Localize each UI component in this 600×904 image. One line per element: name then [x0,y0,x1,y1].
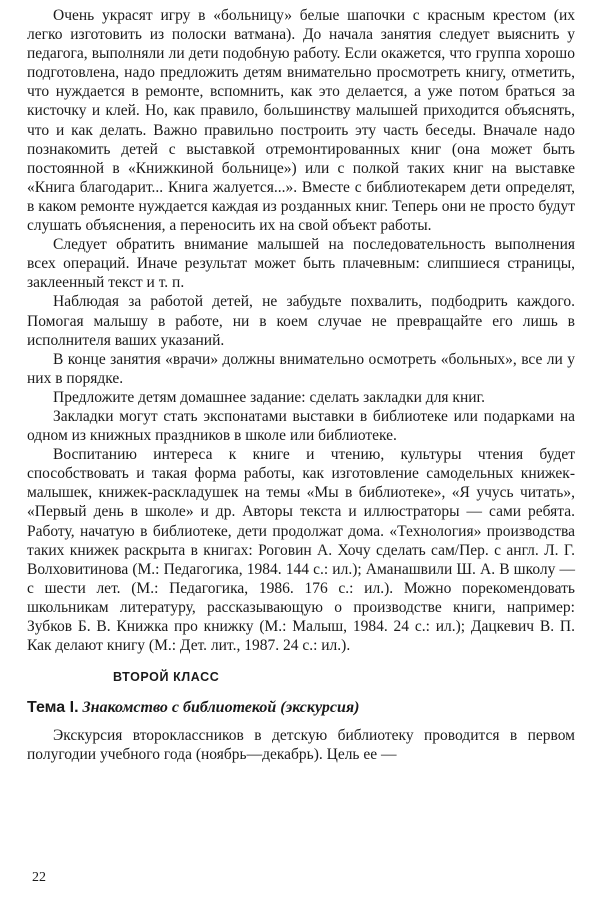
topic-heading [27,698,575,718]
page-number: 22 [32,870,46,885]
paragraph: В конце занятия «врачи» должны внимательно осмотреть «больных», все ли у них в порядке. [27,350,575,387]
paragraph: Предложите детям домашнее задание: сделать закладки для книг. [53,388,486,406]
paragraph: Воспитанию интереса к книге и чтению, культуры чтения будет способствовать и такая форма работы, как изготовление самодельных книжек-малышек, книжек-раскладушек на темы «Мы в библиотеке», «Я учусь читать», «Первый день в школе» и др. Авторы текста и иллюстраторы — сами ребята. Работу, начатую в библиотеке, дети продолжат дома. «Технология» производства таких книжек раскрыта в книгах: Роговин А. Хочу сделать сам/Пер. с англ. Л. Г. Волховитинова (М.: Педагогика, 1984. 144 с.: ил.); Аманашвили Ш. А. В школу — с шести лет. (М.: Педагогика, 1986. 176 с.: ил.). Можно порекомендовать школьникам литературу, рассказывающую о производстве книги, например: Зубков Б. В. Книжка про книжку (М.: Малыш, 1984. 24 с.: ил.); Дацкевич В. П. Как делают книгу (М.: Дет. лит., 1987. 24 с.: ил.). [27,446,575,655]
topic-title: Знакомство с библиотекой (экскурсия) [82,699,360,717]
page-body [27,6,575,764]
paragraph: Следует обратить внимание малышей на последовательность выполнения всех операций. Иначе результат может быть плачевным: слипшиеся страницы, заклеенный текст и т. п. [27,236,575,292]
topic-number: Тема I. [27,699,79,717]
paragraph: Очень украсят игру в «больницу» белые шапочки с красным крестом (их легко изготовить из полоски ватмана). До начала занятия следует выяснить у педагога, выполняли ли дети подобную работу. Если окажется, что группа хорошо подготовлена, надо предложить детям внимательно просмотреть книгу, отметить, что нуждается в ремонте, вспомнить, как это делается, а уже потом браться за кисточку и клей. Но, как правило, большинству малышей приходится объяснять, что и как делать. Важно правильно построить эту часть беседы. Вначале надо познакомить детей с выставкой отремонтированных книг (она может быть постоянной в «Книжкиной больнице») или с полкой таких книг на выставке «Книга благодарит... Книга жалуется...». Вместе с библиотекарем дети определят, в каком ремонте нуждается каждая из розданных книг. Теперь они не просто будут слушать объяснения, а переносить их на свой объект работы. [27,7,575,235]
paragraph: Закладки могут стать экспонатами выставки в библиотеке или подарками на одном из книжных праздников в школе или библиотеке. [27,407,575,445]
paragraph: Наблюдая за работой детей, не забудьте похвалить, подбодрить каждого. Помогая малышу в работе, ни в коем случае не превращайте его лишь в исполнителя ваших указаний. [27,293,575,349]
section-heading: ВТОРОЙ КЛАСС [113,670,220,685]
paragraph: Экскурсия второклассников в детскую библиотеку проводится в первом полугодии учебного года (ноябрь—декабрь). Цель ее — [27,727,575,764]
